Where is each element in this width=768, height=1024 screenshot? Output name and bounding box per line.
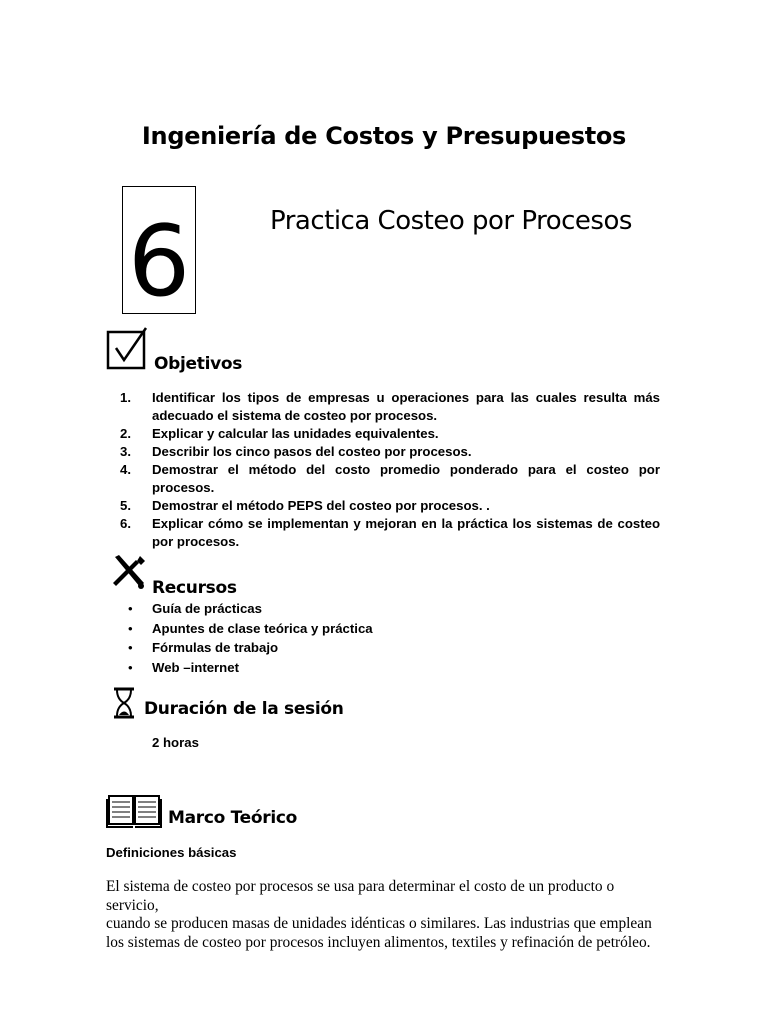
list-item: • Fórmulas de trabajo <box>126 638 373 658</box>
list-item: • Web –internet <box>126 658 373 678</box>
hourglass-icon <box>112 687 136 719</box>
theory-paragraph <box>106 878 666 952</box>
theory-subheading: Definiciones básicas <box>106 845 237 860</box>
list-item: 2. Explicar y calcular las unidades equivalentes. <box>120 426 439 441</box>
list-item: • Apuntes de clase teórica y práctica <box>126 619 373 639</box>
paragraph-line: los sistemas de costeo por procesos incluyen alimentos, textiles y refinación de petróleo. <box>106 933 651 951</box>
practice-number-box <box>122 186 196 319</box>
paragraph-line: cuando se producen masas de unidades idénticas o similares. Las industrias que emplean <box>106 915 652 932</box>
duration-value: 2 horas <box>152 735 199 750</box>
list-item: 1. Identificar los tipos de empresas u operaciones para las cuales resulta más adecuado el sistema de costeo por procesos. <box>120 390 660 423</box>
theory-heading: Marco Teórico <box>168 808 298 828</box>
list-item: 5. Demostrar el método PEPS del costeo por procesos. . <box>120 498 490 513</box>
paragraph-line: El sistema de costeo por procesos se usa para determinar el costo de un producto o servicio, <box>106 878 615 914</box>
book-icon <box>106 792 162 828</box>
objectives-heading: Objetivos <box>154 354 243 374</box>
list-item: • Guía de prácticas <box>126 599 373 619</box>
resources-list <box>126 599 373 677</box>
list-item: 3. Describir los cinco pasos del costeo por procesos. <box>120 444 472 459</box>
tools-icon <box>110 553 148 591</box>
practice-title: Practica Costeo por Procesos <box>270 206 632 236</box>
resources-heading: Recursos <box>152 578 237 598</box>
course-title: Ingeniería de Costos y Presupuestos <box>141 122 627 150</box>
objectives-list <box>120 389 660 551</box>
practice-number: 6 <box>127 205 191 319</box>
list-item: 6. Explicar cómo se implementan y mejoran en la práctica los sistemas de costeo por procesos. <box>120 516 660 549</box>
duration-heading: Duración de la sesión <box>144 699 344 719</box>
list-item: 4. Demostrar el método del costo promedio ponderado para el costeo por procesos. <box>120 462 660 495</box>
checkbox-icon <box>106 326 150 370</box>
